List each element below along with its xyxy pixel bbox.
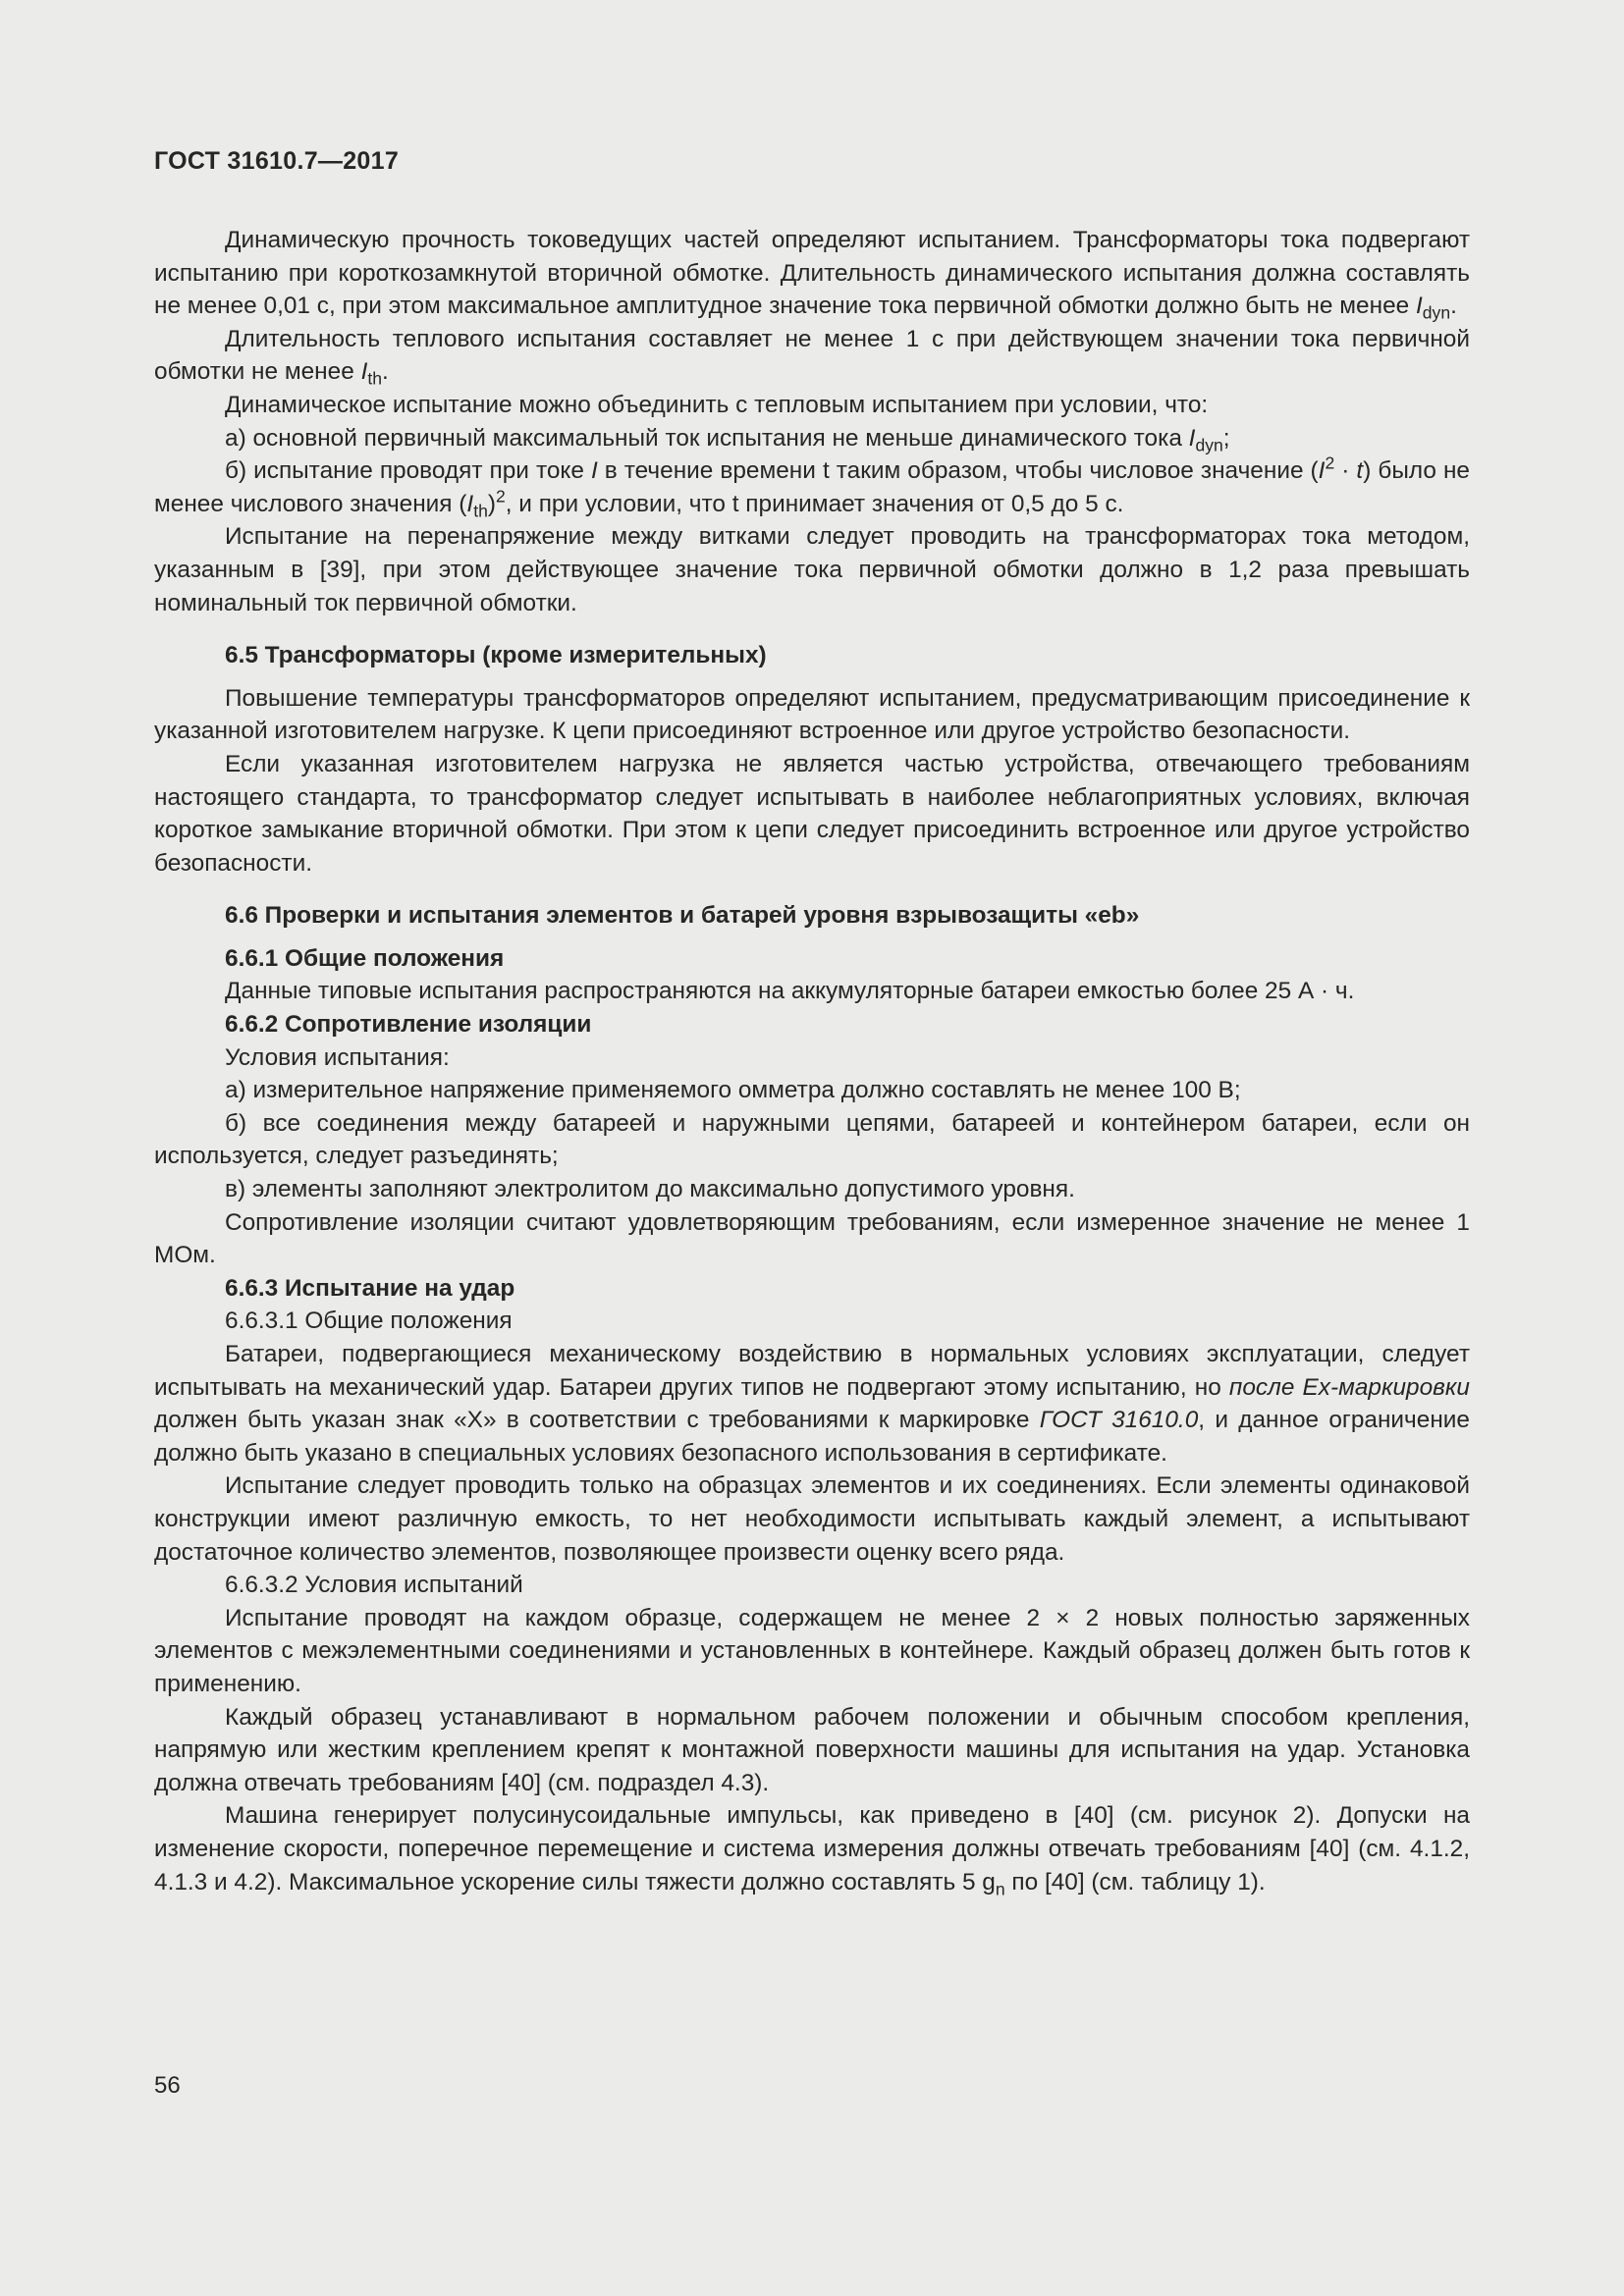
section-heading-6-5: 6.5 Трансформаторы (кроме измерительных) — [225, 642, 767, 669]
paragraph: Испытание на перенапряжение между витками следует проводить на трансформаторах тока методом, указанным в [39], при этом действующее значение тока первичной обмотки должно в 1,2 раза превышать номинальный ток первичной обмотки. — [154, 523, 1470, 616]
subscript: dyn — [1195, 434, 1223, 454]
superscript: 2 — [1325, 453, 1335, 473]
text-run: , и при условии, что t принимает значения от 0,5 до 5 с. — [505, 490, 1124, 517]
list-item-b: б) все соединения между батареей и наружными цепями, батареей и контейнером батареи, если он используется, следует разъединять; — [154, 1109, 1470, 1170]
paragraph: Условия испытания: — [225, 1043, 450, 1071]
subscript: th — [473, 501, 488, 521]
clause-heading-6-6-3-1: 6.6.3.1 Общие положения — [225, 1308, 513, 1335]
symbol: t — [1356, 457, 1364, 485]
paragraph: Испытание следует проводить только на образцах элементов и их соединениях. Если элементы одинаковой конструкции имеют различную емкость, то нет необходимости испытывать каждый элемент, а испытывают достаточное количество элементов, позволяющее произвести оценку всего ряда. — [154, 1472, 1470, 1566]
text-run: Батареи, подвергающиеся механическому воздействию в нормальных условиях эксплуатации, следует испытывать на механический удар. Батареи других типов не подвергают этому испытанию, но — [154, 1341, 1470, 1401]
symbol: I — [360, 358, 368, 386]
list-item-c: в) элементы заполняют электролитом до максимально допустимого уровня. — [225, 1176, 1075, 1203]
subscript: th — [367, 368, 382, 389]
list-item-b — [154, 454, 1470, 520]
symbol: I — [1416, 293, 1423, 320]
section-heading-6-6: 6.6 Проверки и испытания элементов и батарей уровня взрывозащиты «eb» — [225, 902, 1140, 930]
superscript: 2 — [495, 486, 506, 507]
symbol: I — [1188, 424, 1196, 452]
subsection-heading-6-6-3: 6.6.3 Испытание на удар — [225, 1274, 515, 1302]
list-item-a — [154, 422, 1470, 455]
document-header: ГОСТ 31610.7—2017 — [154, 147, 400, 175]
symbol: I — [590, 457, 598, 485]
paragraph: Данные типовые испытания распространяются на аккумуляторные батареи емкостью более 25 А · ч. — [225, 978, 1355, 1005]
symbol: I — [466, 490, 474, 517]
italic-reference: ГОСТ 31610.0 — [1039, 1407, 1199, 1434]
text-run: . — [1450, 293, 1457, 320]
page-number: 56 — [154, 2072, 181, 2099]
paragraph — [154, 1799, 1470, 1898]
paragraph: Повышение температуры трансформаторов определяют испытанием, предусматривающим присоединение к указанной изготовителем нагрузке. К цепи присоединяют встроенное или другое устройство безопасности. — [154, 684, 1470, 745]
text-run: должен быть указан знак «X» в соответствии с требованиями к маркировке — [154, 1407, 1040, 1434]
text-run: Длительность теплового испытания составляет не менее 1 с при действующем значении тока первичной обмотки не менее — [154, 325, 1470, 386]
text-run: в течение времени t таким образом, чтобы числовое значение ( — [597, 457, 1319, 485]
paragraph — [154, 323, 1470, 389]
paragraph: Испытание проводят на каждом образце, содержащем не менее 2 × 2 новых полностью заряженных элементов с межэлементными соединениями и установленных в контейнере. Каждый образец должен быть готов к применению. — [154, 1604, 1470, 1697]
text-run: по [40] (см. таблицу 1). — [1004, 1868, 1266, 1896]
subscript: dyn — [1422, 302, 1451, 323]
text-run: Машина генерирует полусинусоидальные импульсы, как приведено в [40] (см. рисунок 2). Допуски на изменение скорости, поперечное перемещение и система измерения должны отвечать требованиям [40] (см. 4.1.2, 4.1.3 и 4.2). Максимальное ускорение силы тяжести должно составлять 5 g — [154, 1802, 1470, 1896]
subsection-heading-6-6-1: 6.6.1 Общие положения — [225, 944, 505, 972]
paragraph: Динамическое испытание можно объединить с тепловым испытанием при условии, что: — [225, 391, 1209, 418]
text-run: ; — [1222, 424, 1230, 452]
text-run: б) испытание проводят при токе — [225, 457, 591, 485]
text-run: ) было не менее числового значения ( — [154, 457, 1470, 517]
italic-run: после Ex-маркировки — [1228, 1373, 1470, 1401]
text-run: , и данное ограничение должно быть указано в специальных условиях безопасного использования в сертификате. — [154, 1407, 1470, 1467]
text-run: . — [381, 358, 389, 386]
subsection-heading-6-6-2: 6.6.2 Сопротивление изоляции — [225, 1011, 592, 1039]
document-body — [154, 224, 1470, 1898]
paragraph — [154, 1338, 1470, 1469]
subscript: n — [995, 1878, 1005, 1898]
paragraph: Если указанная изготовителем нагрузка не является частью устройства, отвечающего требованиям настоящего стандарта, то трансформатор следует испытывать в наиболее неблагоприятных условиях, включая короткое замыкание вторичной обмотки. При этом к цепи следует присоединить встроенное или другое устройство безопасности. — [154, 750, 1470, 877]
text-run: · — [1334, 457, 1357, 485]
paragraph — [154, 224, 1470, 323]
text-run: Динамическую прочность токоведущих частей определяют испытанием. Трансформаторы тока подвергают испытанию при короткозамкнутой вторичной обмотке. Длительность динамического испытания должна составлять не менее 0,01 с, при этом максимальное амплитудное значение тока первичной обмотки должно быть не менее — [154, 227, 1470, 320]
symbol: I — [1318, 457, 1326, 485]
paragraph: Каждый образец устанавливают в нормальном рабочем положении и обычным способом крепления, напрямую или жестким креплением крепят к монтажной поверхности машины для испытания на удар. Установка должна отвечать требованиям [40] (см. подраздел 4.3). — [154, 1703, 1470, 1796]
clause-heading-6-6-3-2: 6.6.3.2 Условия испытаний — [225, 1572, 523, 1599]
paragraph: Сопротивление изоляции считают удовлетворяющим требованиям, если измеренное значение не менее 1 МОм. — [154, 1208, 1470, 1269]
text-run: ) — [487, 490, 496, 517]
text-run: а) основной первичный максимальный ток испытания не меньше динамического тока — [225, 424, 1189, 452]
list-item-a: а) измерительное напряжение применяемого омметра должно составлять не менее 100 В; — [225, 1077, 1241, 1104]
